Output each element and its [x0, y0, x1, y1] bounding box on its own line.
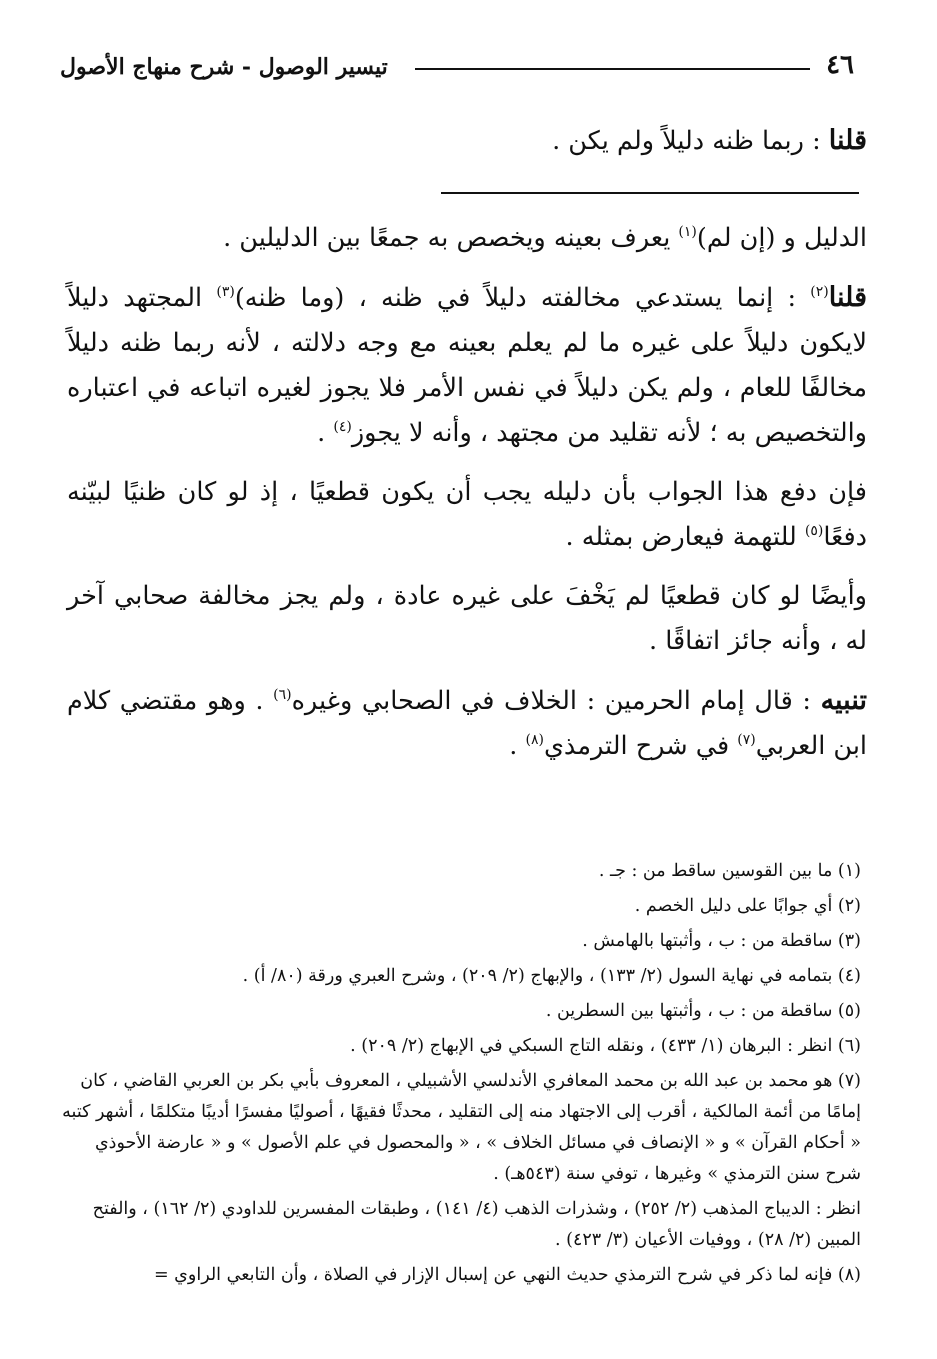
- footnote-ref: (٥): [804, 523, 824, 539]
- header-rule: [415, 68, 810, 70]
- footnote-2: (٢) أي جوابًا على دليل الخصم .: [634, 896, 861, 916]
- main-text: [67, 118, 867, 769]
- paragraph-text: : ربما ظنه دليلاً ولم يكن .: [552, 126, 829, 156]
- paragraph-text: الدليل و (إن لم): [696, 223, 867, 253]
- paragraph-text: .: [509, 731, 526, 761]
- footnote-7-sources: انظر : الديباج المذهب (٢/ ٢٥٢) ، وشذرات الذهب (٤/ ١٤١) ، وطبقات المفسرين للداودي (٢/ ١٦٢) ، والفتح المبين (٢/ ٢٨) ، ووفيات الأعيان (٣/ ٤٢٣) .: [92, 1199, 861, 1250]
- section-rule: [441, 192, 859, 194]
- paragraph-1: [67, 118, 867, 164]
- running-header: [60, 48, 860, 88]
- footnote-5: (٥) ساقطة من : ب ، وأثبتها بين السطرين .: [545, 1001, 861, 1021]
- footnote-4: (٤) بتمامه في نهاية السول (٢/ ١٣٣) ، والإبهاج (٢/ ٢٠٩) ، وشرح العبري ورقة (٨٠/ أ) .: [242, 966, 861, 986]
- footnote-ref: (٧): [737, 732, 756, 748]
- paragraph-6: [67, 678, 867, 769]
- paragraph-2: [67, 216, 867, 261]
- paragraph-4: [67, 470, 867, 560]
- footnote-ref: (٢): [810, 284, 829, 300]
- paragraph-text: : قال إمام الحرمين : الخلاف في الصحابي وغيره: [291, 686, 821, 716]
- lead-word: قلنا: [828, 282, 867, 313]
- paragraph-text: يعرف بعينه ويخصص به جمعًا بين الدليلين .: [223, 223, 679, 253]
- footnote-7: (٧) هو محمد بن عبد الله بن محمد المعافري الأندلسي الأشبيلي ، المعروف بأبي بكر بن العربي القاضي ، كان إمامًا من أئمة المالكية ، أقرب إلى الاجتهاد منه إلى التقليد ، محدثًا فقيهًا ، أصوليًا مفسرًا أديبًا متكلمًا ، أشهر كتبه « أحكام القرآن » و « الإنصاف في مسائل الخلاف » ، « والمحصول في علم الأصول » و « عارضة الأحوذي شرح سنن الترمذي » وغيرها ، توفي سنة (٥٤٣هـ) .: [62, 1071, 861, 1184]
- footnote-ref: (٣): [216, 284, 235, 300]
- footnote-ref: (٦): [273, 687, 292, 703]
- paragraph-3: [67, 275, 867, 456]
- footnote-ref: (٤): [333, 419, 352, 435]
- footnote-6: (٦) انظر : البرهان (١/ ٤٣٣) ، ونقله التاج السبكي في الإبهاج (٢/ ٢٠٩) .: [350, 1036, 861, 1056]
- footnote-3: (٣) ساقطة من : ب ، وأثبتها بالهامش .: [582, 931, 861, 951]
- footnote-1: (١) ما بين القوسين ساقط من : جـ .: [598, 861, 861, 881]
- paragraph-text: .: [317, 418, 334, 448]
- paragraph-text: فإن دفع هذا الجواب بأن دليله يجب أن يكون قطعيًا ، إذ لو كان ظنيًا لبيّنه دفعًا: [67, 477, 867, 552]
- paragraph-text: . وهو مقتضي كلام ابن العربي: [67, 686, 867, 761]
- page-number: ٤٦: [826, 50, 854, 80]
- running-title: تيسير الوصول - شرح منهاج الأصول: [60, 54, 388, 80]
- paragraph-text: للتهمة فيعارض بمثله .: [565, 522, 805, 552]
- paragraph-text: في شرح الترمذي: [543, 731, 738, 761]
- paragraph-text: وأيضًا لو كان قطعيًا لم يَخْفَ على غيره عادة ، ولم يجز مخالفة صحابي آخر له ، وأنه جائز اتفاقًا .: [67, 581, 867, 656]
- paragraph-text: المجتهد دليلاً لايكون دليلاً على غيره ما لم يعلم بعينه مع وجه دلالته ، لأنه ربما ظنه دليلاً مخالفًا للعام ، ولم يكن دليلاً في نفس الأمر فلا يجوز لغيره اتباعه في اعتباره والتخصيص به ؛ لأنه تقليد من مجتهد ، وأنه لا يجوز: [67, 283, 867, 448]
- lead-word: تنبيه: [820, 685, 867, 716]
- lead-word: قلنا: [828, 125, 867, 156]
- footnote-ref: (٨): [525, 732, 544, 748]
- footnote-8: (٨) فإنه لما ذكر في شرح الترمذي حديث النهي عن إسبال الإزار في الصلاة ، وأن التابعي الراوي =: [153, 1265, 861, 1285]
- paragraph-5: [67, 574, 867, 664]
- footnotes: [61, 856, 861, 1295]
- footnote-ref: (١): [678, 224, 697, 240]
- paragraph-text: : إنما يستدعي مخالفته دليلاً في ظنه ، (وما ظنه): [234, 283, 811, 313]
